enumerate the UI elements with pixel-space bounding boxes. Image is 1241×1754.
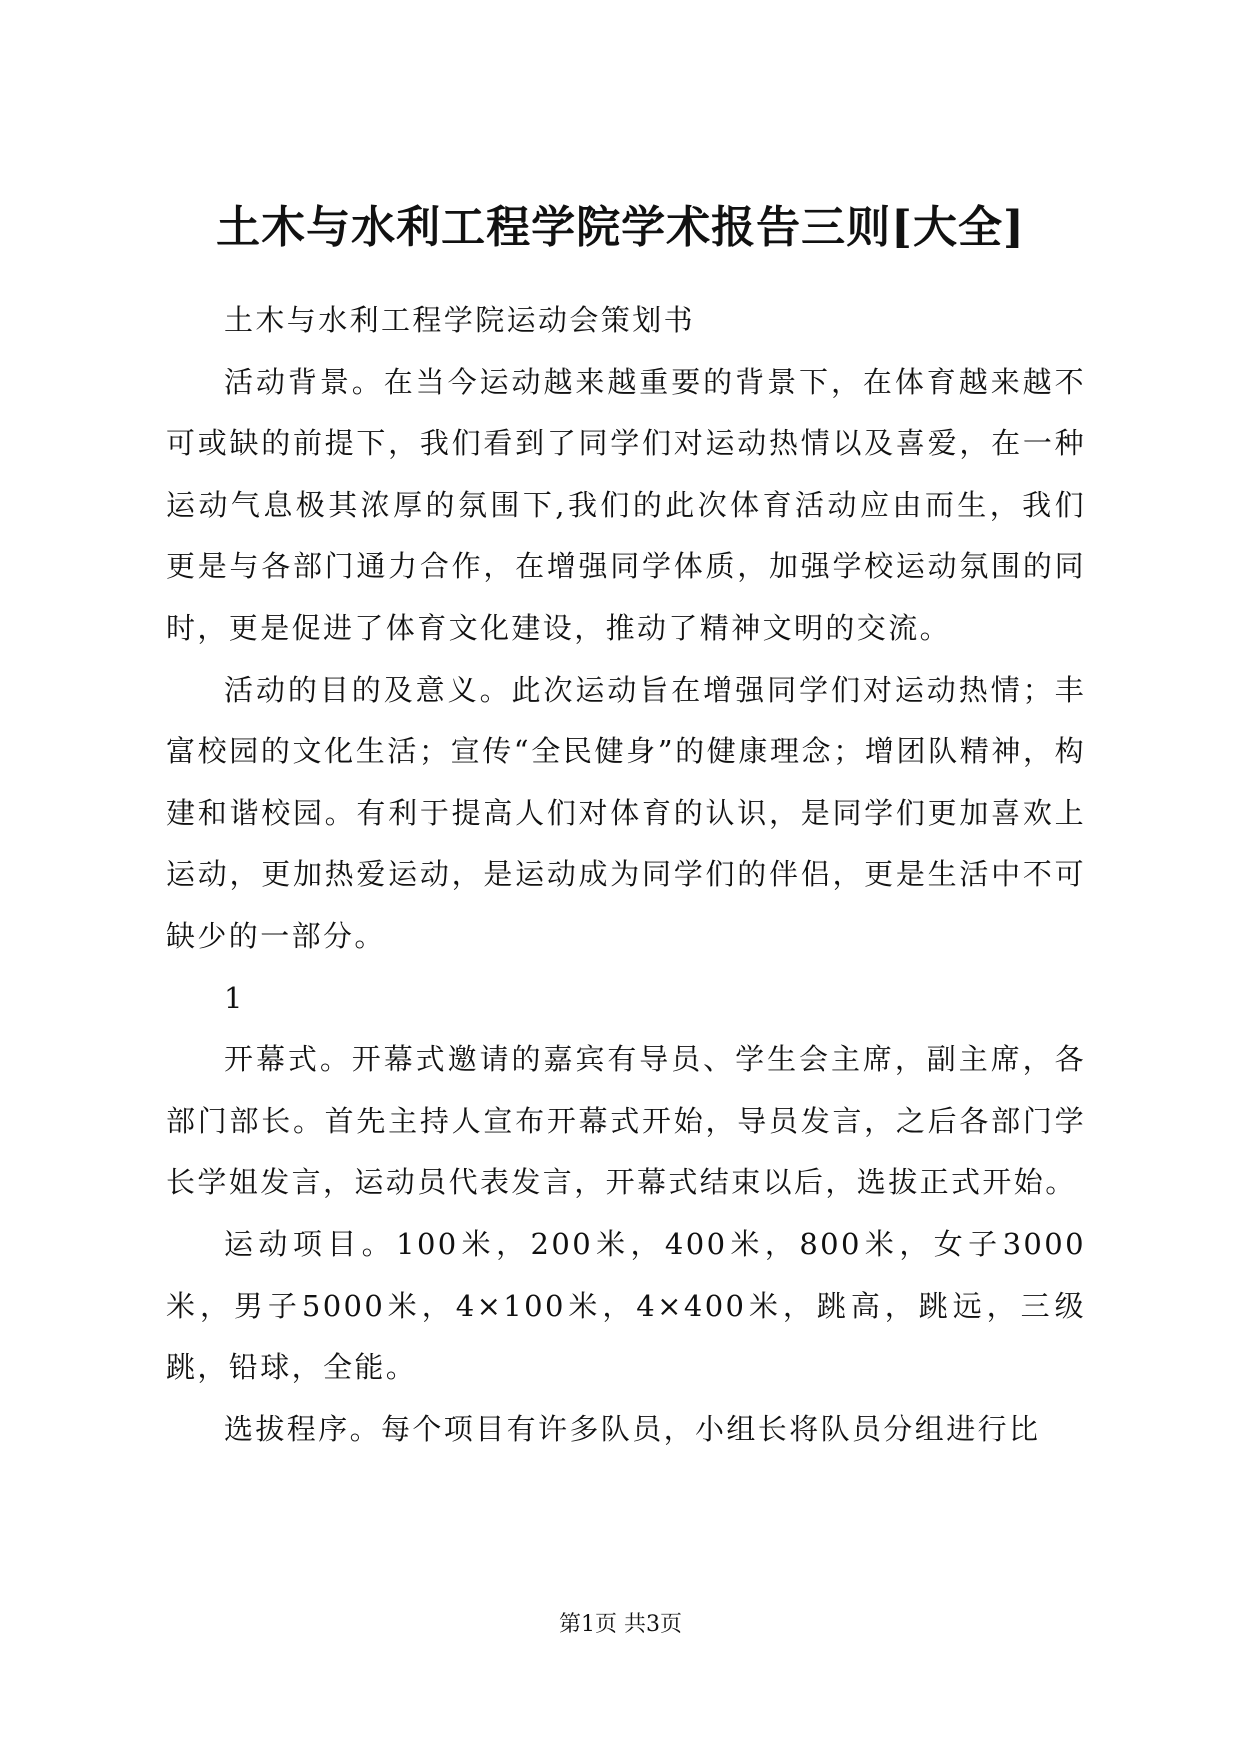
document-body — [166, 290, 1086, 1460]
opening-paragraph: 开幕式。开幕式邀请的嘉宾有导员、学生会主席，副主席，各部门部长。首先主持人宣布开幕式开始，导员发言，之后各部门学长学姐发言，运动员代表发言，开幕式结束以后，选拔正式开始。 — [166, 1042, 1086, 1200]
document-title: 土木与水利工程学院学术报告三则[大全] — [216, 202, 1025, 253]
page-footer: 第1页 共3页 — [559, 1612, 682, 1637]
purpose-paragraph: 活动的目的及意义。此次运动旨在增强同学们对运动热情；丰富校园的文化生活；宣传“全民健身”的健康理念；增团队精神，构建和谐校园。有利于提高人们对体育的认识，是同学们更加喜欢上运动，更加热爱运动，是运动成为同学们的伴侣，更是生活中不可缺少的一部分。 — [166, 672, 1086, 953]
background-paragraph: 活动背景。在当今运动越来越重要的背景下，在体育越来越不可或缺的前提下，我们看到了同学们对运动热情以及喜爱，在一种运动气息极其浓厚的氛围下,我们的此次体育活动应由而生，我们更是与各部门通力合作，在增强同学体质，加强学校运动氛围的同时，更是促进了体育文化建设，推动了精神文明的交流。 — [166, 364, 1086, 645]
subtitle-paragraph: 土木与水利工程学院运动会策划书 — [224, 303, 696, 337]
section-number: 1 — [224, 980, 245, 1015]
events-paragraph: 运动项目。100米，200米，400米，800米，女子3000米，男子5000米，4×100米，4×400米，跳高，跳远，三级跳，铅球，全能。 — [166, 1226, 1086, 1385]
selection-paragraph: 选拔程序。每个项目有许多队员，小组长将队员分组进行比 — [224, 1411, 1041, 1446]
